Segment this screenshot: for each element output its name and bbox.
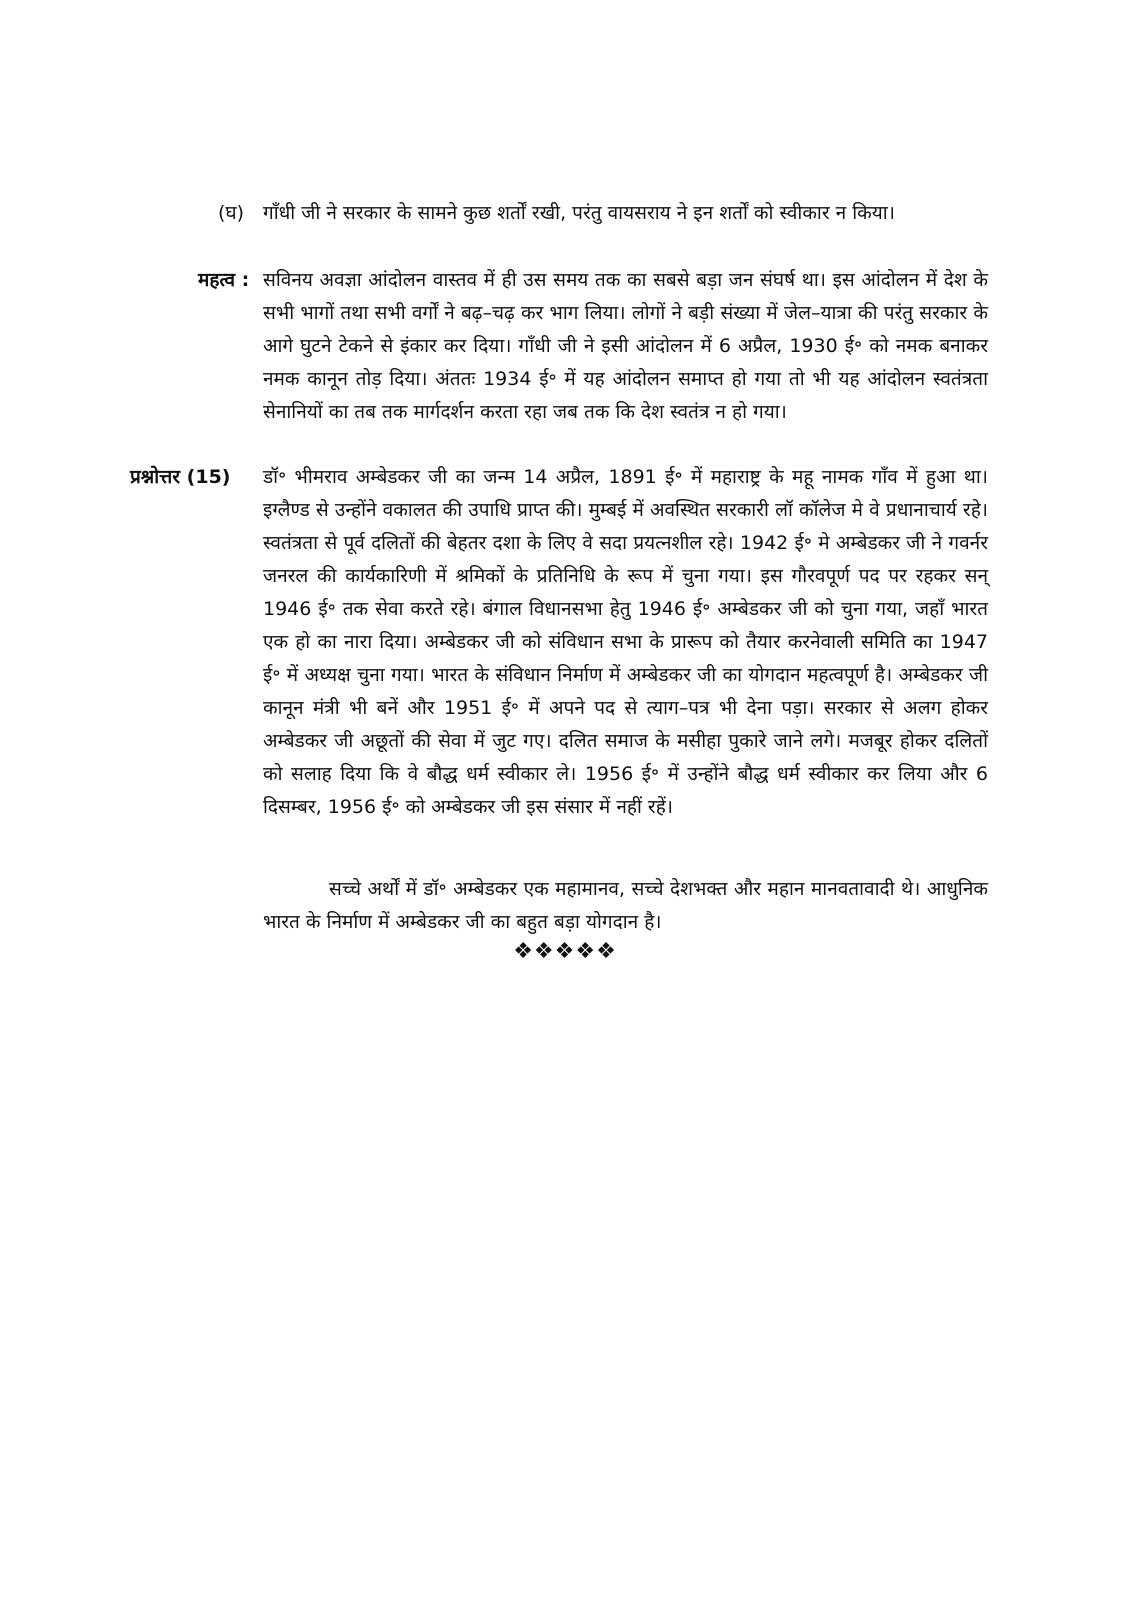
- question-15-heading: प्रश्नोत्तर (15): [130, 466, 231, 488]
- mahatva-heading: महत्व :: [198, 269, 250, 291]
- item-gha-text: गाँधी जी ने सरकार के सामने कुछ शर्तों रखी, परंतु वायसराय ने इन शर्तों को स्वीकार न किया।: [263, 202, 895, 224]
- conclusion-paragraph: सच्चे अर्थों में डॉ॰ अम्बेडकर एक महामानव, सच्चे देशभक्त और महान मानवतावादी थे। आधुनिक भारत के निर्माण में अम्बेडकर जी का बहुत बड़ा योगदान है।: [263, 878, 988, 933]
- mahatva-paragraph: सविनय अवज्ञा आंदोलन वास्तव में ही उस समय तक का सबसे बड़ा जन संघर्ष था। इस आंदोलन में देश के सभी भागों तथा सभी वर्गों ने बढ़–चढ़ कर भाग लिया। लोगों ने बड़ी संख्या में जेल–यात्रा की परंतु सरकार के आगे घुटने टेकने से इंकार कर दिया। गाँधी जी ने इसी आंदोलन में 6 अप्रैल, 1930 ई॰ को नमक बनाकर नमक कानून तोड़ दिया। अंततः 1934 ई॰ में यह आंदोलन समाप्त हो गया तो भी यह आंदोलन स्वतंत्रता सेनानियों का तब तक मार्गदर्शन करता रहा जब तक कि देश स्वतंत्र न हो गया।: [263, 269, 988, 423]
- end-ornament-icon: ❖❖❖❖❖: [513, 939, 617, 964]
- question-15-answer: डॉ॰ भीमराव अम्बेडकर जी का जन्म 14 अप्रैल, 1891 ई॰ में महाराष्ट्र के महू नामक गाँव में हुआ था। इग्लैण्ड से उन्होंने वकालत की उपाधि प्राप्त की। मुम्बई में अवस्थित सरकारी लॉ कॉलेज मे वे प्रधानाचार्य रहे। स्वतंत्रता से पूर्व दलितों की बेहतर दशा के लिए वे सदा प्रयत्नशील रहे। 1942 ई॰ मे अम्बेडकर जी ने गवर्नर जनरल की कार्यकारिणी में श्रमिकों के प्रतिनिधि के रूप में चुना गया। इस गौरवपूर्ण पद पर रहकर सन् 1946 ई॰ तक सेवा करते रहे। बंगाल विधानसभा हेतु 1946 ई॰ अम्बेडकर जी को चुना गया, जहाँ भारत एक हो का नारा दिया। अम्बेडकर जी को संविधान सभा के प्रारूप को तैयार करनेवाली समिति का 1947 ई॰ में अध्यक्ष चुना गया। भारत के संविधान निर्माण में अम्बेडकर जी का योगदान महत्वपूर्ण है। अम्बेडकर जी कानून मंत्री भी बनें और 1951 ई॰ में अपने पद से त्याग–पत्र भी देना पड़ा। सरकार से अलग होकर अम्बेडकर जी अछूतों की सेवा में जुट गए। दलित समाज के मसीहा पुकारे जाने लगे। मजबूर होकर दलितों को सलाह दिया कि वे बौद्ध धर्म स्वीकार ले। 1956 ई॰ में उन्होंने बौद्ध धर्म स्वीकार कर लिया और 6 दिसम्बर, 1956 ई॰ को अम्बेडकर जी इस संसार में नहीं रहें।: [263, 466, 988, 818]
- item-gha-label: (घ): [218, 202, 245, 224]
